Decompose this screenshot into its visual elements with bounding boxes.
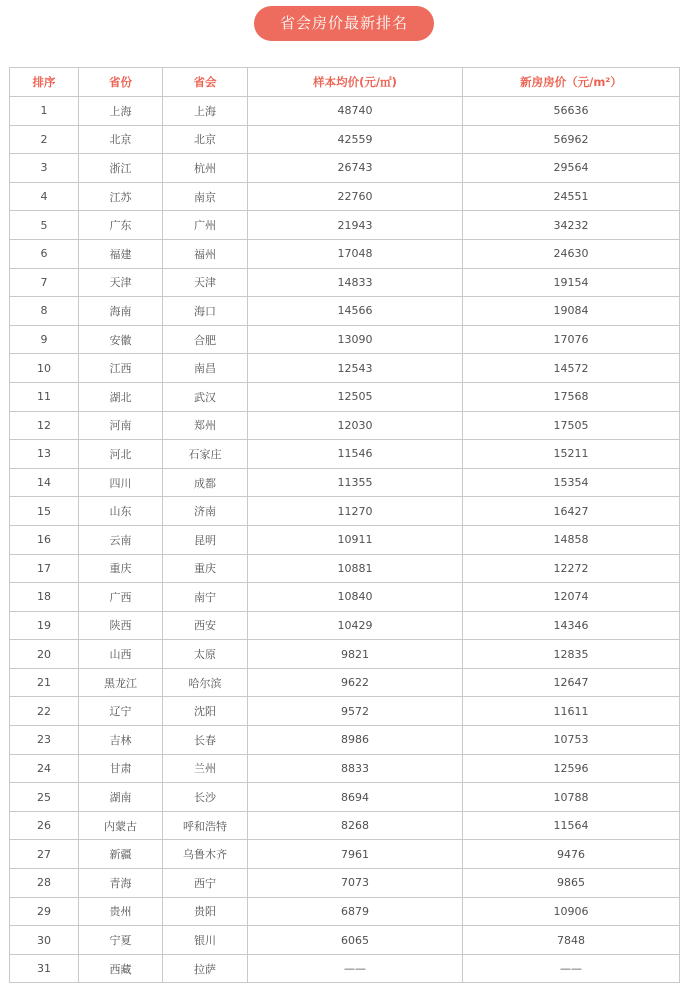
- table-row: [10, 182, 680, 211]
- cell-sample-avg-price: 14833: [248, 268, 463, 297]
- header-new-home-price: 新房房价（元/m²）: [463, 68, 680, 97]
- table-row: [10, 640, 680, 669]
- table-row: [10, 926, 680, 955]
- cell-sample-avg-price: 13090: [248, 325, 463, 354]
- cell-sample-avg-price: 7961: [248, 840, 463, 869]
- cell-province: 山西: [79, 640, 163, 669]
- cell-sample-avg-price: 42559: [248, 125, 463, 154]
- cell-sample-avg-price: 6065: [248, 926, 463, 955]
- table-row: [10, 97, 680, 126]
- cell-new-home-price: 34232: [463, 211, 680, 240]
- cell-province: 青海: [79, 869, 163, 898]
- table-row: [10, 611, 680, 640]
- cell-capital: 呼和浩特: [163, 811, 248, 840]
- header-capital: 省会: [163, 68, 248, 97]
- cell-province: 福建: [79, 239, 163, 268]
- cell-sample-avg-price: 7073: [248, 869, 463, 898]
- cell-new-home-price: 56636: [463, 97, 680, 126]
- cell-capital: 南宁: [163, 583, 248, 612]
- cell-sample-avg-price: 14566: [248, 297, 463, 326]
- header-province: 省份: [79, 68, 163, 97]
- cell-rank: 26: [10, 811, 79, 840]
- cell-sample-avg-price: 8268: [248, 811, 463, 840]
- cell-capital: 南京: [163, 182, 248, 211]
- cell-rank: 16: [10, 525, 79, 554]
- cell-capital: 福州: [163, 239, 248, 268]
- cell-rank: 28: [10, 869, 79, 898]
- table-row: [10, 583, 680, 612]
- table-row: [10, 382, 680, 411]
- table-row: [10, 869, 680, 898]
- table-row: [10, 268, 680, 297]
- cell-capital: 南昌: [163, 354, 248, 383]
- table-row: [10, 297, 680, 326]
- cell-capital: 成都: [163, 468, 248, 497]
- cell-new-home-price: 14858: [463, 525, 680, 554]
- cell-sample-avg-price: 8833: [248, 754, 463, 783]
- cell-new-home-price: 56962: [463, 125, 680, 154]
- cell-sample-avg-price: 10911: [248, 525, 463, 554]
- cell-rank: 1: [10, 97, 79, 126]
- cell-rank: 31: [10, 954, 79, 983]
- cell-sample-avg-price: 48740: [248, 97, 463, 126]
- cell-sample-avg-price: ——: [248, 954, 463, 983]
- header-sample-avg-price: 样本均价(元/㎡): [248, 68, 463, 97]
- cell-rank: 2: [10, 125, 79, 154]
- table-row: [10, 211, 680, 240]
- cell-sample-avg-price: 11546: [248, 440, 463, 469]
- cell-capital: 广州: [163, 211, 248, 240]
- cell-rank: 5: [10, 211, 79, 240]
- cell-new-home-price: 10906: [463, 897, 680, 926]
- cell-new-home-price: 17076: [463, 325, 680, 354]
- cell-rank: 9: [10, 325, 79, 354]
- cell-capital: 济南: [163, 497, 248, 526]
- cell-province: 河南: [79, 411, 163, 440]
- cell-sample-avg-price: 12030: [248, 411, 463, 440]
- cell-province: 陕西: [79, 611, 163, 640]
- cell-capital: 郑州: [163, 411, 248, 440]
- table-row: [10, 726, 680, 755]
- cell-new-home-price: 15211: [463, 440, 680, 469]
- cell-rank: 27: [10, 840, 79, 869]
- table-row: [10, 497, 680, 526]
- cell-capital: 西安: [163, 611, 248, 640]
- cell-capital: 沈阳: [163, 697, 248, 726]
- table-row: [10, 697, 680, 726]
- table-row: [10, 125, 680, 154]
- cell-province: 上海: [79, 97, 163, 126]
- cell-province: 浙江: [79, 154, 163, 183]
- cell-rank: 13: [10, 440, 79, 469]
- cell-rank: 20: [10, 640, 79, 669]
- cell-capital: 拉萨: [163, 954, 248, 983]
- cell-new-home-price: 16427: [463, 497, 680, 526]
- cell-rank: 25: [10, 783, 79, 812]
- cell-sample-avg-price: 21943: [248, 211, 463, 240]
- cell-rank: 29: [10, 897, 79, 926]
- cell-province: 贵州: [79, 897, 163, 926]
- cell-capital: 石家庄: [163, 440, 248, 469]
- table-row: [10, 783, 680, 812]
- cell-new-home-price: 10753: [463, 726, 680, 755]
- header-rank: 排序: [10, 68, 79, 97]
- cell-rank: 8: [10, 297, 79, 326]
- cell-province: 重庆: [79, 554, 163, 583]
- cell-new-home-price: 19154: [463, 268, 680, 297]
- cell-province: 广西: [79, 583, 163, 612]
- cell-rank: 11: [10, 382, 79, 411]
- cell-province: 湖北: [79, 382, 163, 411]
- cell-rank: 12: [10, 411, 79, 440]
- cell-capital: 贵阳: [163, 897, 248, 926]
- cell-sample-avg-price: 9622: [248, 668, 463, 697]
- cell-new-home-price: 10788: [463, 783, 680, 812]
- cell-capital: 哈尔滨: [163, 668, 248, 697]
- cell-province: 河北: [79, 440, 163, 469]
- cell-rank: 17: [10, 554, 79, 583]
- cell-capital: 天津: [163, 268, 248, 297]
- cell-rank: 10: [10, 354, 79, 383]
- cell-new-home-price: 9865: [463, 869, 680, 898]
- cell-province: 宁夏: [79, 926, 163, 955]
- table-row: [10, 440, 680, 469]
- cell-province: 西藏: [79, 954, 163, 983]
- cell-new-home-price: 7848: [463, 926, 680, 955]
- table-row: [10, 325, 680, 354]
- table-row: [10, 668, 680, 697]
- cell-province: 辽宁: [79, 697, 163, 726]
- page-title: 省会房价最新排名: [254, 6, 434, 41]
- cell-capital: 银川: [163, 926, 248, 955]
- cell-rank: 30: [10, 926, 79, 955]
- cell-sample-avg-price: 9821: [248, 640, 463, 669]
- cell-sample-avg-price: 9572: [248, 697, 463, 726]
- table-row: [10, 468, 680, 497]
- cell-capital: 重庆: [163, 554, 248, 583]
- cell-sample-avg-price: 6879: [248, 897, 463, 926]
- cell-capital: 长沙: [163, 783, 248, 812]
- cell-capital: 合肥: [163, 325, 248, 354]
- cell-sample-avg-price: 8986: [248, 726, 463, 755]
- table-row: [10, 411, 680, 440]
- cell-capital: 杭州: [163, 154, 248, 183]
- cell-province: 新疆: [79, 840, 163, 869]
- cell-new-home-price: 24630: [463, 239, 680, 268]
- cell-sample-avg-price: 10840: [248, 583, 463, 612]
- cell-new-home-price: 12272: [463, 554, 680, 583]
- cell-new-home-price: 12596: [463, 754, 680, 783]
- cell-province: 海南: [79, 297, 163, 326]
- cell-capital: 乌鲁木齐: [163, 840, 248, 869]
- cell-province: 四川: [79, 468, 163, 497]
- table-row: [10, 811, 680, 840]
- cell-capital: 昆明: [163, 525, 248, 554]
- cell-new-home-price: 11611: [463, 697, 680, 726]
- cell-new-home-price: ——: [463, 954, 680, 983]
- cell-new-home-price: 14572: [463, 354, 680, 383]
- cell-capital: 北京: [163, 125, 248, 154]
- cell-sample-avg-price: 10881: [248, 554, 463, 583]
- cell-capital: 西宁: [163, 869, 248, 898]
- cell-capital: 兰州: [163, 754, 248, 783]
- cell-rank: 18: [10, 583, 79, 612]
- cell-sample-avg-price: 22760: [248, 182, 463, 211]
- cell-province: 云南: [79, 525, 163, 554]
- cell-rank: 21: [10, 668, 79, 697]
- table-row: [10, 554, 680, 583]
- cell-sample-avg-price: 11355: [248, 468, 463, 497]
- cell-new-home-price: 9476: [463, 840, 680, 869]
- cell-province: 山东: [79, 497, 163, 526]
- cell-capital: 武汉: [163, 382, 248, 411]
- cell-new-home-price: 14346: [463, 611, 680, 640]
- table-body: [10, 97, 680, 983]
- cell-rank: 19: [10, 611, 79, 640]
- cell-rank: 6: [10, 239, 79, 268]
- cell-sample-avg-price: 17048: [248, 239, 463, 268]
- table-row: [10, 239, 680, 268]
- cell-capital: 长春: [163, 726, 248, 755]
- cell-new-home-price: 17568: [463, 382, 680, 411]
- cell-new-home-price: 12835: [463, 640, 680, 669]
- cell-province: 吉林: [79, 726, 163, 755]
- cell-sample-avg-price: 11270: [248, 497, 463, 526]
- cell-sample-avg-price: 26743: [248, 154, 463, 183]
- cell-new-home-price: 17505: [463, 411, 680, 440]
- cell-province: 甘肃: [79, 754, 163, 783]
- cell-sample-avg-price: 10429: [248, 611, 463, 640]
- table-header-row: [10, 68, 680, 97]
- cell-new-home-price: 12647: [463, 668, 680, 697]
- cell-province: 江苏: [79, 182, 163, 211]
- table-row: [10, 897, 680, 926]
- cell-rank: 15: [10, 497, 79, 526]
- cell-province: 黑龙江: [79, 668, 163, 697]
- cell-province: 江西: [79, 354, 163, 383]
- cell-province: 内蒙古: [79, 811, 163, 840]
- cell-rank: 23: [10, 726, 79, 755]
- cell-rank: 24: [10, 754, 79, 783]
- cell-new-home-price: 12074: [463, 583, 680, 612]
- cell-province: 北京: [79, 125, 163, 154]
- table-row: [10, 954, 680, 983]
- cell-new-home-price: 29564: [463, 154, 680, 183]
- table-row: [10, 840, 680, 869]
- ranking-table: [9, 67, 680, 983]
- cell-rank: 4: [10, 182, 79, 211]
- table-row: [10, 754, 680, 783]
- cell-province: 湖南: [79, 783, 163, 812]
- cell-province: 安徽: [79, 325, 163, 354]
- table-row: [10, 354, 680, 383]
- cell-rank: 7: [10, 268, 79, 297]
- cell-new-home-price: 15354: [463, 468, 680, 497]
- cell-capital: 太原: [163, 640, 248, 669]
- cell-sample-avg-price: 12505: [248, 382, 463, 411]
- cell-province: 天津: [79, 268, 163, 297]
- cell-capital: 上海: [163, 97, 248, 126]
- cell-new-home-price: 24551: [463, 182, 680, 211]
- cell-province: 广东: [79, 211, 163, 240]
- cell-sample-avg-price: 8694: [248, 783, 463, 812]
- cell-new-home-price: 11564: [463, 811, 680, 840]
- cell-sample-avg-price: 12543: [248, 354, 463, 383]
- cell-new-home-price: 19084: [463, 297, 680, 326]
- cell-rank: 14: [10, 468, 79, 497]
- cell-rank: 3: [10, 154, 79, 183]
- cell-capital: 海口: [163, 297, 248, 326]
- cell-rank: 22: [10, 697, 79, 726]
- table-row: [10, 154, 680, 183]
- table-row: [10, 525, 680, 554]
